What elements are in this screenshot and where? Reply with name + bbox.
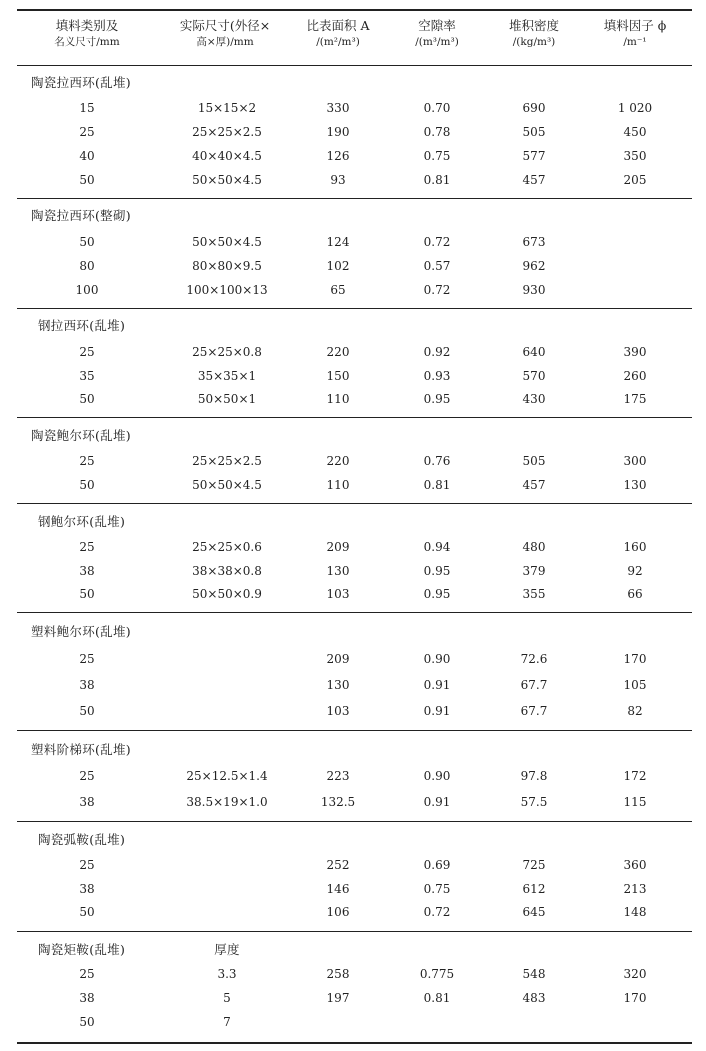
table-cell: 15 xyxy=(79,101,95,115)
table-cell: 577 xyxy=(522,149,546,163)
table-cell: 0.92 xyxy=(423,345,451,359)
table-cell: 80 xyxy=(79,259,95,273)
table-cell: 457 xyxy=(522,173,546,187)
table-cell: 57.5 xyxy=(520,795,548,809)
table-cell: 15×15×2 xyxy=(197,101,257,115)
table-cell: 197 xyxy=(326,991,350,1005)
group-title: 钢鲍尔环(乱堆) xyxy=(38,514,126,529)
table-cell: 330 xyxy=(326,101,350,115)
table-cell: 38 xyxy=(79,678,95,692)
group-title: 塑料阶梯环(乱堆) xyxy=(31,742,131,757)
table-cell: 170 xyxy=(623,652,647,666)
table-cell: 130 xyxy=(326,678,350,692)
table-cell: 0.81 xyxy=(423,478,451,492)
table-cell: 25×25×2.5 xyxy=(192,125,262,139)
table-cell: 40×40×4.5 xyxy=(192,149,262,163)
table-cell: 0.81 xyxy=(423,173,451,187)
table-cell: 35 xyxy=(79,369,95,383)
table-cell: 72.6 xyxy=(520,652,548,666)
table-cell: 115 xyxy=(623,795,647,809)
group-divider xyxy=(17,198,692,199)
bottom-rule xyxy=(17,1042,692,1044)
group-title: 陶瓷弧鞍(乱堆) xyxy=(38,832,126,847)
table-cell: 645 xyxy=(522,905,546,919)
table-cell: 66 xyxy=(627,587,643,601)
group-divider xyxy=(17,612,692,613)
table-cell: 148 xyxy=(623,905,647,919)
table-cell: 25×25×0.8 xyxy=(192,345,262,359)
table-cell: 102 xyxy=(326,259,350,273)
table-cell: 252 xyxy=(326,858,350,872)
table-cell: 80×80×9.5 xyxy=(192,259,262,273)
table-cell: 220 xyxy=(326,345,350,359)
table-cell: 5 xyxy=(223,991,231,1005)
table-cell: 25 xyxy=(79,967,95,981)
table-cell: 0.72 xyxy=(423,283,451,297)
table-cell: 146 xyxy=(326,882,350,896)
top-rule xyxy=(17,9,692,11)
table-cell: 379 xyxy=(522,564,546,578)
table-cell: 25 xyxy=(79,540,95,554)
table-cell: 7 xyxy=(223,1015,231,1029)
table-cell: 105 xyxy=(623,678,647,692)
table-cell: 300 xyxy=(623,454,647,468)
table-cell: 50×50×4.5 xyxy=(192,173,262,187)
table-cell: 50 xyxy=(79,173,95,187)
table-cell: 172 xyxy=(623,769,647,783)
table-cell: 50×50×0.9 xyxy=(192,587,262,601)
table-cell: 209 xyxy=(326,652,350,666)
table-cell: 110 xyxy=(326,392,350,406)
table-cell: 220 xyxy=(326,454,350,468)
table-cell: 930 xyxy=(522,283,546,297)
thickness-subheader: 厚度 xyxy=(214,942,240,957)
table-cell: 450 xyxy=(623,125,647,139)
table-cell: 0.93 xyxy=(423,369,451,383)
table-cell: 35×35×1 xyxy=(197,369,257,383)
table-cell: 130 xyxy=(623,478,647,492)
table-cell: 0.75 xyxy=(423,882,451,896)
table-cell: 548 xyxy=(522,967,546,981)
group-divider xyxy=(17,308,692,309)
table-cell: 40 xyxy=(79,149,95,163)
table-cell: 0.91 xyxy=(423,704,451,718)
table-cell: 82 xyxy=(627,704,643,718)
table-cell: 25 xyxy=(79,454,95,468)
table-cell: 205 xyxy=(623,173,647,187)
table-cell: 50 xyxy=(79,704,95,718)
column-header: 空隙率 /(m³/m³) xyxy=(415,18,459,48)
table-cell: 0.72 xyxy=(423,235,451,249)
table-cell: 38 xyxy=(79,882,95,896)
table-cell: 570 xyxy=(522,369,546,383)
column-header: 实际尺寸(外径× 高×厚)/mm xyxy=(179,18,271,48)
table-cell: 320 xyxy=(623,967,647,981)
table-cell: 25 xyxy=(79,769,95,783)
table-cell: 100×100×13 xyxy=(186,283,268,297)
column-header: 比表面积 A /(m²/m³) xyxy=(306,18,370,48)
group-title: 塑料鲍尔环(乱堆) xyxy=(31,624,131,639)
table-cell: 223 xyxy=(326,769,350,783)
table-cell: 505 xyxy=(522,125,546,139)
table-cell: 67.7 xyxy=(520,678,548,692)
table-cell: 690 xyxy=(522,101,546,115)
table-cell: 25 xyxy=(79,125,95,139)
table-cell: 457 xyxy=(522,478,546,492)
table-cell: 103 xyxy=(326,704,350,718)
column-header: 填料类别及 名义尺寸/mm xyxy=(54,18,120,48)
table-cell: 38 xyxy=(79,564,95,578)
group-divider xyxy=(17,417,692,418)
table-cell: 92 xyxy=(627,564,643,578)
table-cell: 480 xyxy=(522,540,546,554)
group-divider xyxy=(17,730,692,731)
table-cell: 725 xyxy=(522,858,546,872)
table-cell: 25 xyxy=(79,858,95,872)
table-cell: 0.94 xyxy=(423,540,451,554)
table-cell: 25 xyxy=(79,345,95,359)
table-cell: 103 xyxy=(326,587,350,601)
table-cell: 38 xyxy=(79,991,95,1005)
table-cell: 355 xyxy=(522,587,546,601)
table-cell: 260 xyxy=(623,369,647,383)
table-cell: 38.5×19×1.0 xyxy=(186,795,268,809)
table-cell: 483 xyxy=(522,991,546,1005)
table-cell: 0.775 xyxy=(419,967,455,981)
table-cell: 430 xyxy=(522,392,546,406)
table-cell: 170 xyxy=(623,991,647,1005)
column-header: 填料因子 ϕ /m⁻¹ xyxy=(603,18,667,48)
group-title: 陶瓷拉西环(整砌) xyxy=(31,208,131,223)
table-cell: 97.8 xyxy=(520,769,548,783)
table-cell: 38 xyxy=(79,795,95,809)
table-cell: 50 xyxy=(79,478,95,492)
table-cell: 0.95 xyxy=(423,564,451,578)
table-cell: 3.3 xyxy=(217,967,237,981)
group-divider xyxy=(17,821,692,822)
table-cell: 0.57 xyxy=(423,259,451,273)
table-cell: 38×38×0.8 xyxy=(192,564,262,578)
table-cell: 0.91 xyxy=(423,795,451,809)
table-cell: 50×50×1 xyxy=(197,392,257,406)
table-cell: 150 xyxy=(326,369,350,383)
group-title: 陶瓷鲍尔环(乱堆) xyxy=(31,428,131,443)
table-cell: 160 xyxy=(623,540,647,554)
table-cell: 0.70 xyxy=(423,101,451,115)
table-cell: 126 xyxy=(326,149,350,163)
table-cell: 50 xyxy=(79,587,95,601)
table-cell: 67.7 xyxy=(520,704,548,718)
table-cell: 175 xyxy=(623,392,647,406)
table-cell: 673 xyxy=(522,235,546,249)
table-cell: 0.91 xyxy=(423,678,451,692)
group-title: 钢拉西环(乱堆) xyxy=(38,318,126,333)
table-cell: 50 xyxy=(79,235,95,249)
table-cell: 130 xyxy=(326,564,350,578)
table-cell: 25×12.5×1.4 xyxy=(186,769,268,783)
table-cell: 0.95 xyxy=(423,392,451,406)
table-cell: 50×50×4.5 xyxy=(192,235,262,249)
group-title: 陶瓷拉西环(乱堆) xyxy=(31,75,131,90)
table-cell: 132.5 xyxy=(320,795,356,809)
table-cell: 106 xyxy=(326,905,350,919)
table-cell: 110 xyxy=(326,478,350,492)
table-cell: 124 xyxy=(326,235,350,249)
table-cell: 612 xyxy=(522,882,546,896)
table-cell: 0.90 xyxy=(423,769,451,783)
table-cell: 50 xyxy=(79,1015,95,1029)
group-title: 陶瓷矩鞍(乱堆) xyxy=(38,942,126,957)
table-cell: 0.78 xyxy=(423,125,451,139)
table-cell: 640 xyxy=(522,345,546,359)
table-cell: 0.75 xyxy=(423,149,451,163)
table-cell: 0.90 xyxy=(423,652,451,666)
table-cell: 390 xyxy=(623,345,647,359)
table-cell: 50×50×4.5 xyxy=(192,478,262,492)
table-cell: 190 xyxy=(326,125,350,139)
table-cell: 0.81 xyxy=(423,991,451,1005)
column-header: 堆积密度 /(kg/m³) xyxy=(508,18,560,48)
table-cell: 25×25×0.6 xyxy=(192,540,262,554)
table-cell: 100 xyxy=(75,283,99,297)
table-cell: 962 xyxy=(522,259,546,273)
table-cell: 0.76 xyxy=(423,454,451,468)
table-cell: 213 xyxy=(623,882,647,896)
table-cell: 25×25×2.5 xyxy=(192,454,262,468)
table-cell: 1 020 xyxy=(617,101,653,115)
table-cell: 505 xyxy=(522,454,546,468)
table-cell: 50 xyxy=(79,392,95,406)
table-cell: 65 xyxy=(330,283,346,297)
header-rule xyxy=(17,65,692,66)
table-cell: 0.69 xyxy=(423,858,451,872)
table-cell: 0.72 xyxy=(423,905,451,919)
table-cell: 25 xyxy=(79,652,95,666)
table-cell: 360 xyxy=(623,858,647,872)
table-cell: 50 xyxy=(79,905,95,919)
table-cell: 0.95 xyxy=(423,587,451,601)
table-cell: 209 xyxy=(326,540,350,554)
group-divider xyxy=(17,931,692,932)
table-cell: 350 xyxy=(623,149,647,163)
group-divider xyxy=(17,503,692,504)
table-cell: 258 xyxy=(326,967,350,981)
table-cell: 93 xyxy=(330,173,346,187)
